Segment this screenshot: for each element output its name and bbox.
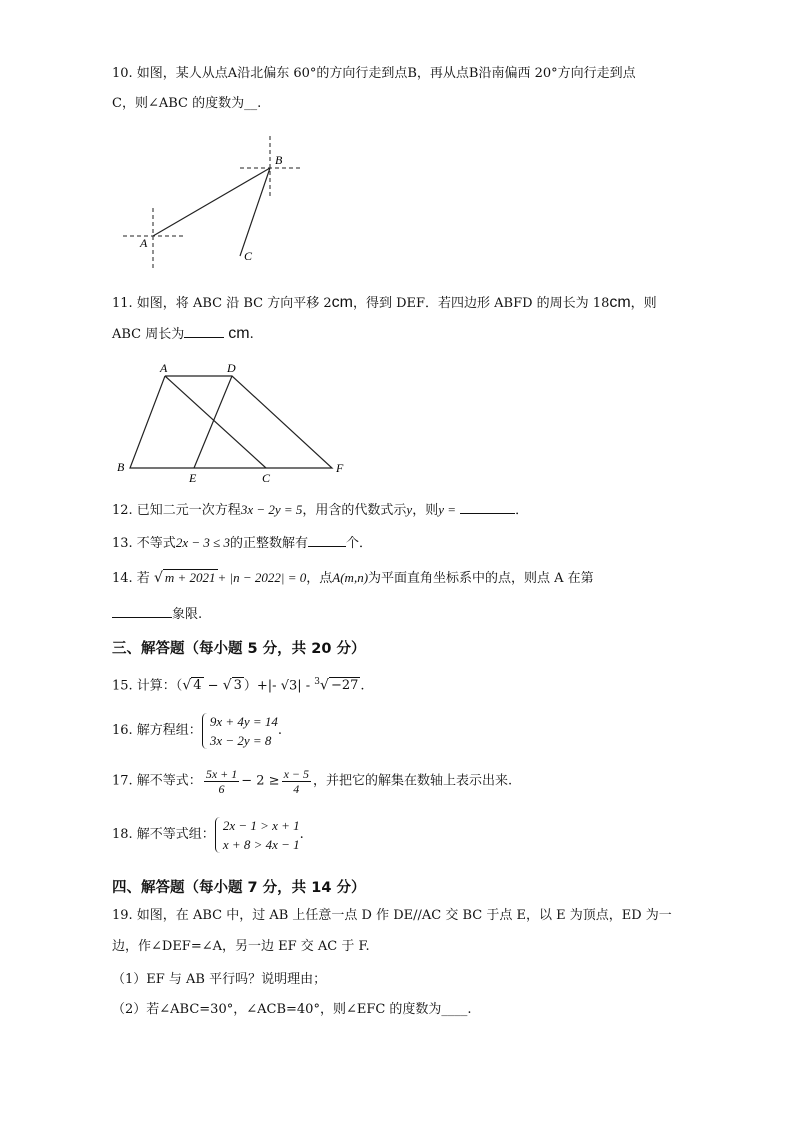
q13: 13. 不等式2x − 3 ≤ 3的正整数解有 个． — [112, 535, 373, 551]
q11-figure — [110, 358, 360, 488]
q17: 17. 解不等式： $\frac{5x + 1}{6}$ − 2 ≥ $\frac{x - 5}{4}$ ，并把它的解集在数轴上表示出来. — [112, 767, 513, 796]
q15: 15. 计算：（√ 4 − √ 3 ）+|- √3| - $^3$√ −27 . — [112, 677, 365, 694]
section-4-heading: 四、解答题（每小题 7 分，共 14 分） — [112, 880, 366, 896]
label-A: A — [160, 361, 168, 375]
label-C: C — [244, 249, 253, 263]
label-B: B — [117, 460, 125, 474]
label-F: F — [336, 461, 344, 475]
q11-line1: 11. 如图，将 ABC 沿 BC 方向平移 2cm，得到 DEF．若四边形 ABFD 的周长为 18cm，则 — [112, 294, 657, 311]
label-B: B — [275, 153, 283, 167]
q14-line2: 象限. — [112, 604, 202, 625]
label-D: D — [227, 361, 236, 375]
q19-part1: （1）EF 与 AB 平行吗？说明理由； — [112, 972, 327, 987]
q16: 16. 解方程组： 9x + 4y = 14 3x − 2y = 8 . — [112, 714, 283, 748]
q12: 12. 已知二元一次方程3x − 2y = 5，用含的代数式示y，则y = ． — [112, 502, 529, 518]
q19-line1: 19. 如图，在 ABC 中，过 AB 上任意一点 D 作 DE//AC 交 BC 于点 E，以 E 为顶点，ED 为一 — [112, 908, 672, 923]
label-A: A — [140, 236, 148, 250]
q18: 18. 解不等式组： 2x − 1 > x + 1 x + 8 > 4x − 1 . — [112, 818, 304, 852]
q11-line2: ABC 周长为 cm. — [112, 325, 254, 342]
q19-part2: （2）若∠ABC=30°，∠ACB=40°，则∠EFC 的度数为____. — [112, 1002, 472, 1017]
label-C: C — [262, 471, 271, 485]
label-E: E — [189, 471, 197, 485]
section-3-heading: 三、解答题（每小题 5 分，共 20 分） — [112, 641, 366, 657]
q19-line2: 边，作∠DEF=∠A，另一边 EF 交 AC 于 F. — [112, 939, 370, 954]
q10-figure — [110, 130, 310, 270]
q14-line1: 14. 若 √ m + 2021 + |n − 2022| = 0，点A(m,n)为平面直角坐标系中的点，则点 A 在第 — [112, 570, 594, 586]
q10-line2: C，则∠ABC 的度数为__. — [112, 96, 262, 111]
q10-line1: 10. 如图，某人从点A沿北偏东 60°的方向行走到点B，再从点B沿南偏西 20°方向行走到点 — [112, 66, 636, 81]
